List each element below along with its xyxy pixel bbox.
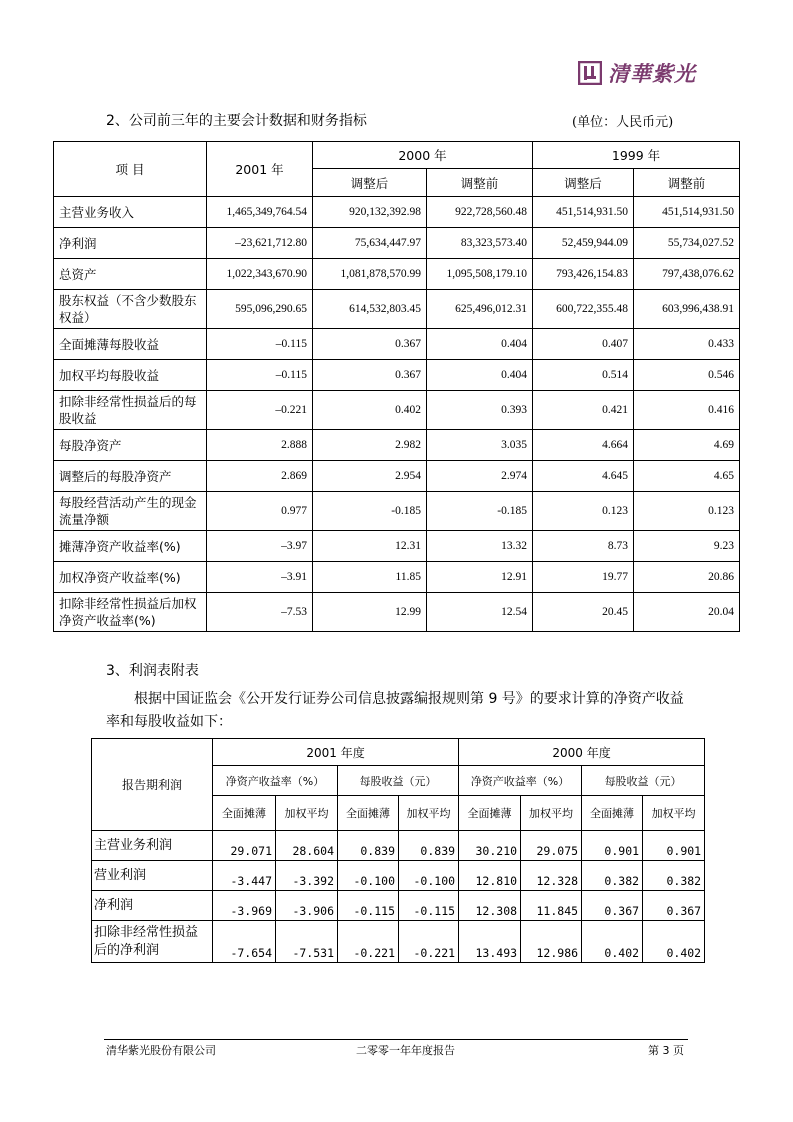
table-row xyxy=(54,228,740,259)
row-value: 1,095,508,179.10 xyxy=(427,259,533,290)
row-value: 0.901 xyxy=(643,831,705,861)
row-value: 595,096,290.65 xyxy=(207,290,313,329)
logo-mark-icon xyxy=(578,61,602,85)
table-row xyxy=(54,531,740,562)
row-label: 营业利润 xyxy=(92,861,213,891)
row-value: 793,426,154.83 xyxy=(533,259,634,290)
row-value: –23,621,712.80 xyxy=(207,228,313,259)
row-value: -0.221 xyxy=(399,921,459,963)
row-label: 加权净资产收益率(%) xyxy=(54,562,207,593)
row-value: -0.221 xyxy=(338,921,399,963)
row-value: 0.367 xyxy=(643,891,705,921)
row-value: 12.986 xyxy=(521,921,582,963)
section3-title: 3、利润表附表 xyxy=(106,663,199,679)
footer-report: 二零零一年年度报告 xyxy=(356,1044,455,1057)
row-value: 4.664 xyxy=(533,430,634,461)
table-row xyxy=(54,290,740,329)
row-label: 扣除非经常性损益后的净利润 xyxy=(92,921,213,963)
year-2001-header: 2001 年 xyxy=(207,142,313,197)
year-1999-header: 1999 年 xyxy=(533,142,740,169)
section3-paragraph: 根据中国证监会《公开发行证券公司信息披露编报规则第 9 号》的要求计算的净资产收益率和每股收益如下： xyxy=(106,691,684,730)
table-row xyxy=(54,461,740,492)
roe-2000-weighted: 加权平均 xyxy=(521,796,582,831)
section2-title: 2、公司前三年的主要会计数据和财务指标 xyxy=(106,113,367,129)
row-value: 0.382 xyxy=(643,861,705,891)
roe-2000-header: 净资产收益率（%） xyxy=(459,766,582,796)
row-value: 797,438,076.62 xyxy=(634,259,740,290)
table-row xyxy=(92,891,705,921)
row-value: 4.69 xyxy=(634,430,740,461)
row-value: –3.91 xyxy=(207,562,313,593)
row-label: 调整后的每股净资产 xyxy=(54,461,207,492)
roe-2001-diluted: 全面摊薄 xyxy=(213,796,276,831)
row-label: 每股净资产 xyxy=(54,430,207,461)
table-row xyxy=(54,492,740,531)
row-value: 0.382 xyxy=(582,861,643,891)
row-label: 全面摊薄每股收益 xyxy=(54,329,207,360)
row-value: 0.367 xyxy=(313,360,427,391)
row-value: 2.982 xyxy=(313,430,427,461)
row-value: -3.906 xyxy=(276,891,338,921)
row-value: 20.04 xyxy=(634,593,740,632)
profit-supplement-table xyxy=(91,738,705,963)
row-value: 0.404 xyxy=(427,329,533,360)
row-value: 1,465,349,764.54 xyxy=(207,197,313,228)
year-2000-header: 2000 年度 xyxy=(459,739,705,766)
row-value: -3.969 xyxy=(213,891,276,921)
row-label: 股东权益（不含少数股东权益） xyxy=(54,290,207,329)
row-value: 2.888 xyxy=(207,430,313,461)
row-label: 每股经营活动产生的现金流量净额 xyxy=(54,492,207,531)
row-value: 2.974 xyxy=(427,461,533,492)
row-value: 83,323,573.40 xyxy=(427,228,533,259)
row-value: 1,022,343,670.90 xyxy=(207,259,313,290)
row-value: 451,514,931.50 xyxy=(634,197,740,228)
row-label: 摊薄净资产收益率(%) xyxy=(54,531,207,562)
row-label: 扣除非经常性损益后的每股收益 xyxy=(54,391,207,430)
row-value: 13.32 xyxy=(427,531,533,562)
row-value: -7.531 xyxy=(276,921,338,963)
row-value: 0.839 xyxy=(399,831,459,861)
row-value: 0.421 xyxy=(533,391,634,430)
row-value: 451,514,931.50 xyxy=(533,197,634,228)
footer-page: 第 3 页 xyxy=(648,1044,684,1057)
row-value: -0.100 xyxy=(338,861,399,891)
roe-2000-diluted: 全面摊薄 xyxy=(459,796,521,831)
table-row xyxy=(54,329,740,360)
table-row xyxy=(92,861,705,891)
row-label: 主营业务收入 xyxy=(54,197,207,228)
row-value: 603,996,438.91 xyxy=(634,290,740,329)
row-value: 20.86 xyxy=(634,562,740,593)
row-value: 1,081,878,570.99 xyxy=(313,259,427,290)
row-value: 2.954 xyxy=(313,461,427,492)
col-1999-adjusted-before: 调整前 xyxy=(634,169,740,197)
row-value: 0.416 xyxy=(634,391,740,430)
table-row xyxy=(92,921,705,963)
row-value: 29.075 xyxy=(521,831,582,861)
row-value: 0.546 xyxy=(634,360,740,391)
table-row xyxy=(92,831,705,861)
logo-text: 清華紫光 xyxy=(608,61,696,86)
col-2000-adjusted-before: 调整前 xyxy=(427,169,533,197)
col-2000-adjusted-after: 调整后 xyxy=(313,169,427,197)
row-value: 920,132,392.98 xyxy=(313,197,427,228)
eps-2001-header: 每股收益（元） xyxy=(338,766,459,796)
row-value: 55,734,027.52 xyxy=(634,228,740,259)
row-value: -0.115 xyxy=(338,891,399,921)
eps-2000-header: 每股收益（元） xyxy=(582,766,705,796)
row-value: 0.402 xyxy=(643,921,705,963)
row-value: –0.115 xyxy=(207,360,313,391)
row-value: 30.210 xyxy=(459,831,521,861)
row-value: 19.77 xyxy=(533,562,634,593)
col-1999-adjusted-after: 调整后 xyxy=(533,169,634,197)
row-value: -0.115 xyxy=(399,891,459,921)
table-row xyxy=(54,430,740,461)
row-value: 12.308 xyxy=(459,891,521,921)
table-row xyxy=(54,360,740,391)
row-value: 0.123 xyxy=(634,492,740,531)
row-value: 12.31 xyxy=(313,531,427,562)
row-value: 4.65 xyxy=(634,461,740,492)
unit-label: (单位：人民币元) xyxy=(572,115,674,130)
row-value: 0.367 xyxy=(582,891,643,921)
company-logo xyxy=(578,56,708,90)
row-value: 12.99 xyxy=(313,593,427,632)
row-value: –0.115 xyxy=(207,329,313,360)
row-value: -3.392 xyxy=(276,861,338,891)
row-value: 0.404 xyxy=(427,360,533,391)
row-label: 加权平均每股收益 xyxy=(54,360,207,391)
roe-2001-weighted: 加权平均 xyxy=(276,796,338,831)
year-2000-header: 2000 年 xyxy=(313,142,533,169)
row-value: 52,459,944.09 xyxy=(533,228,634,259)
eps-2001-weighted: 加权平均 xyxy=(399,796,459,831)
row-value: 614,532,803.45 xyxy=(313,290,427,329)
row-value: 0.433 xyxy=(634,329,740,360)
eps-2000-diluted: 全面摊薄 xyxy=(582,796,643,831)
row-value: -0.185 xyxy=(313,492,427,531)
row-value: 0.839 xyxy=(338,831,399,861)
row-value: 0.977 xyxy=(207,492,313,531)
row-label: 净利润 xyxy=(54,228,207,259)
row-value: 4.645 xyxy=(533,461,634,492)
row-value: 9.23 xyxy=(634,531,740,562)
row-value: -0.185 xyxy=(427,492,533,531)
row-value: 0.514 xyxy=(533,360,634,391)
row-value: 75,634,447.97 xyxy=(313,228,427,259)
row-value: –0.221 xyxy=(207,391,313,430)
roe-2001-header: 净资产收益率（%） xyxy=(213,766,338,796)
row-value: 3.035 xyxy=(427,430,533,461)
row-value: 29.071 xyxy=(213,831,276,861)
table-row xyxy=(54,259,740,290)
row-value: 922,728,560.48 xyxy=(427,197,533,228)
row-value: 0.123 xyxy=(533,492,634,531)
row-value: 0.407 xyxy=(533,329,634,360)
table-row xyxy=(54,562,740,593)
eps-2000-weighted: 加权平均 xyxy=(643,796,705,831)
row-value: 0.402 xyxy=(582,921,643,963)
row-value: 12.54 xyxy=(427,593,533,632)
row-value: -3.447 xyxy=(213,861,276,891)
row-value: 13.493 xyxy=(459,921,521,963)
row-value: 12.810 xyxy=(459,861,521,891)
row-value: –7.53 xyxy=(207,593,313,632)
row-value: 0.393 xyxy=(427,391,533,430)
row-value: 2.869 xyxy=(207,461,313,492)
row-value: 28.604 xyxy=(276,831,338,861)
table-row xyxy=(54,391,740,430)
row-value: 12.328 xyxy=(521,861,582,891)
item-header: 项 目 xyxy=(54,142,207,197)
row-value: 8.73 xyxy=(533,531,634,562)
year-2001-header: 2001 年度 xyxy=(213,739,459,766)
row-value: 625,496,012.31 xyxy=(427,290,533,329)
row-label: 总资产 xyxy=(54,259,207,290)
row-value: –3.97 xyxy=(207,531,313,562)
row-value: 0.367 xyxy=(313,329,427,360)
row-value: 20.45 xyxy=(533,593,634,632)
accounting-data-table xyxy=(53,141,740,632)
row-value: 600,722,355.48 xyxy=(533,290,634,329)
row-label: 主营业务利润 xyxy=(92,831,213,861)
table-row xyxy=(54,593,740,632)
row-value: 12.91 xyxy=(427,562,533,593)
row-value: 0.901 xyxy=(582,831,643,861)
row-value: 0.402 xyxy=(313,391,427,430)
row-value: 11.85 xyxy=(313,562,427,593)
row-value: -0.100 xyxy=(399,861,459,891)
footer-company: 清华紫光股份有限公司 xyxy=(106,1044,216,1057)
period-profit-header: 报告期利润 xyxy=(92,739,213,831)
footer-divider xyxy=(104,1039,688,1040)
table-row xyxy=(54,197,740,228)
row-value: 11.845 xyxy=(521,891,582,921)
row-label: 净利润 xyxy=(92,891,213,921)
row-value: -7.654 xyxy=(213,921,276,963)
eps-2001-diluted: 全面摊薄 xyxy=(338,796,399,831)
row-label: 扣除非经常性损益后加权净资产收益率(%) xyxy=(54,593,207,632)
